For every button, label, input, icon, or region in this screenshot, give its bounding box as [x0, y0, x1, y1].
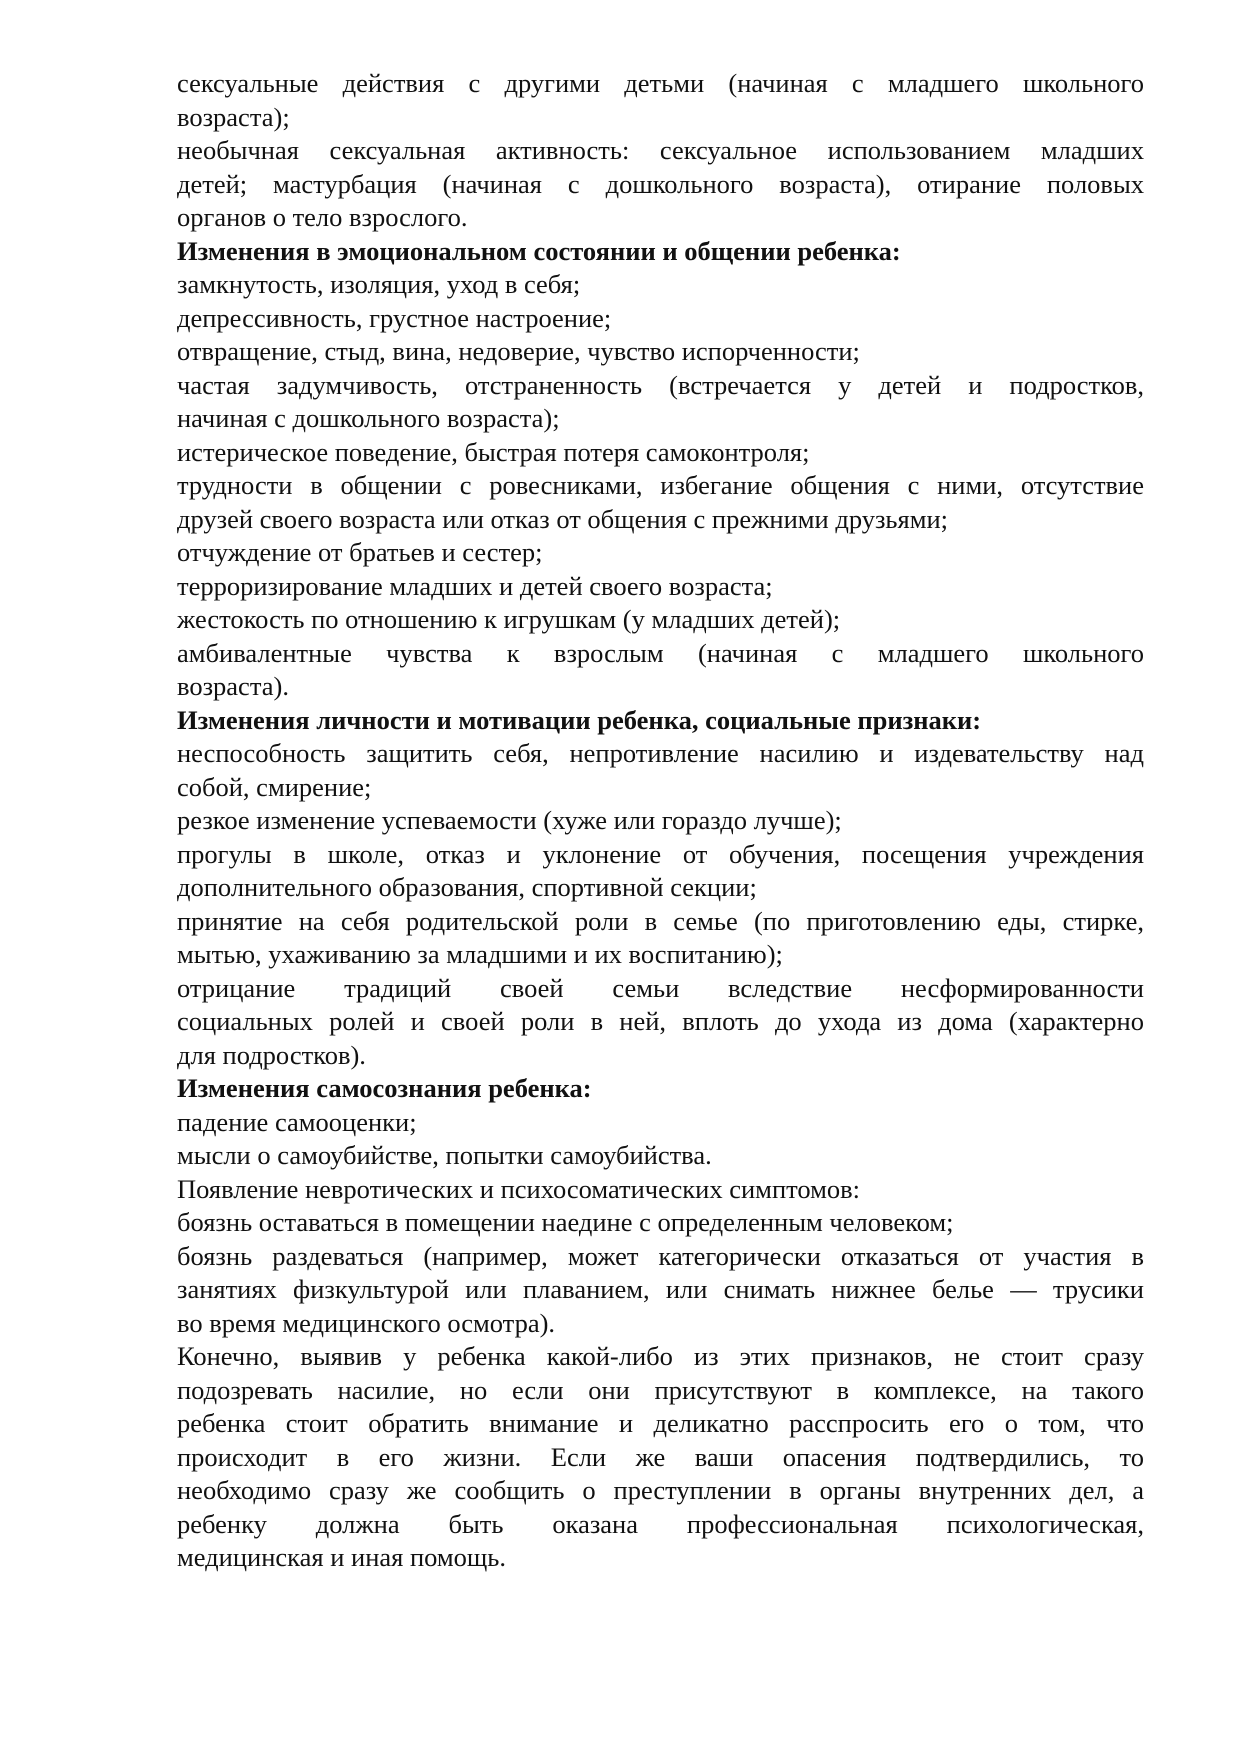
- text-line: социальных ролей и своей роли в ней, вплоть до ухода из дома (характерно: [177, 1006, 1144, 1036]
- text-line: необходимо сразу же сообщить о преступлении в органы внутренних дел, а: [177, 1475, 1144, 1505]
- text-line: дополнительного образования, спортивной секции;: [177, 872, 757, 902]
- text-line: ребенку должна быть оказана профессиональная психологическая,: [177, 1508, 1144, 1539]
- text-line: необычная сексуальная активность: сексуальное использованием младших: [177, 135, 1144, 165]
- text-line: собой, смирение;: [177, 771, 372, 802]
- text-line: начиная с дошкольного возраста);: [177, 403, 560, 433]
- text-line: боязнь раздеваться (например, может категорически отказаться от участия в: [177, 1240, 1144, 1271]
- text-line: жестокость по отношению к игрушкам (у младших детей);: [177, 604, 841, 634]
- text-line: амбивалентные чувства к взрослым (начиная с младшего школьного: [177, 637, 1144, 668]
- text-line: для подростков).: [177, 1039, 366, 1070]
- text-line: детей; мастурбация (начиная с дошкольного возраста), отирание половых: [177, 168, 1144, 199]
- text-line: друзей своего возраста или отказ от общения с прежними друзьями;: [177, 503, 949, 534]
- text-line: принятие на себя родительской роли в семье (по приготовлению еды, стирке,: [177, 905, 1144, 936]
- text-line: боязнь оставаться в помещении наедине с определенным человеком;: [177, 1207, 954, 1237]
- text-line: отчуждение от братьев и сестер;: [177, 537, 543, 567]
- section-heading: Изменения в эмоциональном состоянии и общении ребенка:: [177, 235, 901, 266]
- text-line: медицинская и иная помощь.: [177, 1542, 507, 1572]
- text-line: прогулы в школе, отказ и уклонение от обучения, посещения учреждения: [177, 838, 1144, 869]
- text-line: органов о тело взрослого.: [177, 202, 468, 232]
- text-line: подозревать насилие, но если они присутствуют в комплексе, на такого: [177, 1374, 1144, 1405]
- text-line: происходит в его жизни. Если же ваши опасения подтвердились, то: [177, 1441, 1144, 1472]
- text-line: замкнутость, изоляция, уход в себя;: [177, 269, 581, 299]
- text-line: падение самооценки;: [177, 1106, 417, 1137]
- text-line: во время медицинского осмотра).: [177, 1307, 556, 1338]
- text-line: Появление невротических и психосоматических симптомов:: [177, 1173, 861, 1204]
- text-line: мытью, ухаживанию за младшими и их воспитанию);: [177, 939, 783, 969]
- document-page: [177, 67, 1144, 1575]
- text-line: терроризирование младших и детей своего возраста;: [177, 570, 773, 601]
- text-line: неспособность защитить себя, непротивление насилию и издевательству над: [177, 738, 1144, 768]
- text-line: возраста).: [177, 671, 289, 701]
- text-line: Конечно, выявив у ребенка какой-либо из этих признаков, не стоит сразу: [177, 1341, 1144, 1371]
- text-line: резкое изменение успеваемости (хуже или гораздо лучше);: [177, 805, 842, 835]
- text-line: занятиях физкультурой или плаванием, или снимать нижнее белье — трусики: [177, 1274, 1144, 1304]
- text-line: сексуальные действия с другими детьми (начиная с младшего школьного: [177, 68, 1144, 98]
- text-line: отвращение, стыд, вина, недоверие, чувство испорченности;: [177, 336, 860, 366]
- text-line: отрицание традиций своей семьи вследствие несформированности: [177, 972, 1144, 1003]
- text-line: ребенка стоит обратить внимание и деликатно расспросить его о том, что: [177, 1408, 1144, 1438]
- text-line: трудности в общении с ровесниками, избегание общения с ними, отсутствие: [177, 470, 1144, 500]
- section-heading: Изменения личности и мотивации ребенка, социальные признаки:: [177, 704, 982, 735]
- text-line: мысли о самоубийстве, попытки самоубийства.: [177, 1140, 712, 1170]
- text-line: частая задумчивость, отстраненность (встречается у детей и подростков,: [177, 369, 1144, 400]
- text-line: возраста);: [177, 101, 290, 132]
- section-heading: Изменения самосознания ребенка:: [177, 1073, 592, 1103]
- text-line: истерическое поведение, быстрая потеря самоконтроля;: [177, 436, 810, 467]
- text-line: депрессивность, грустное настроение;: [177, 302, 612, 333]
